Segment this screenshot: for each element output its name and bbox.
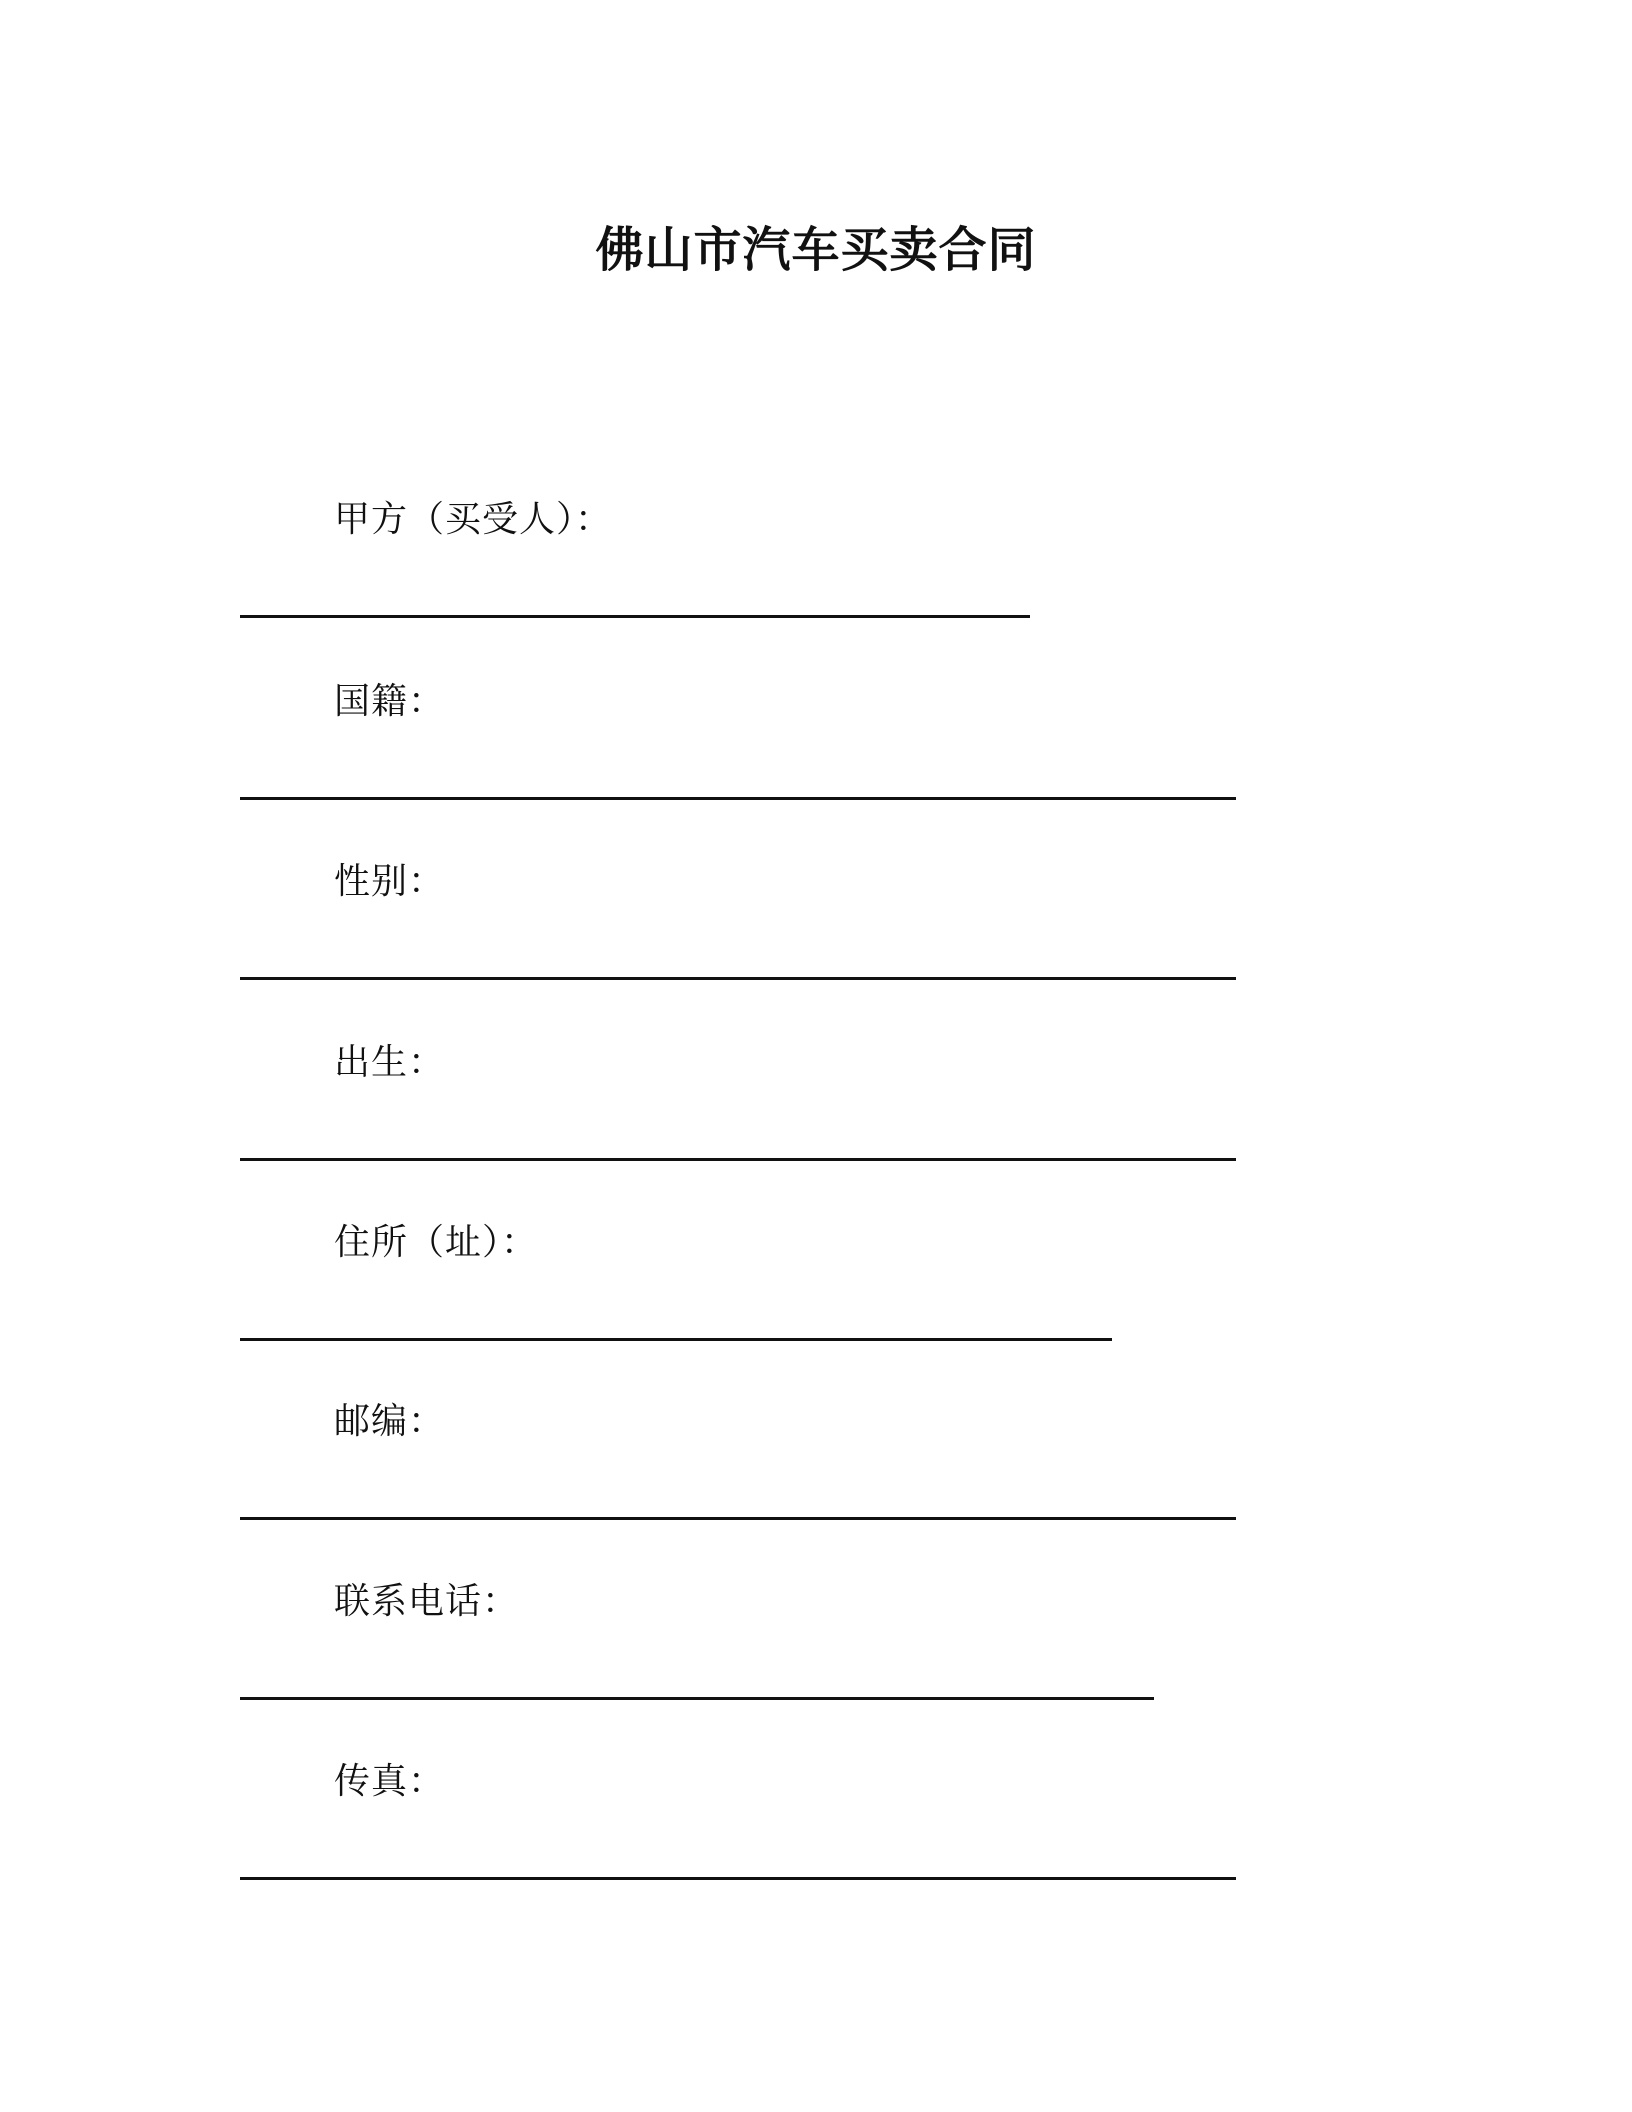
blank-line-gender (240, 977, 1236, 980)
field-label-phone: 联系电话： (334, 1581, 520, 1622)
blank-line-phone (240, 1697, 1154, 1700)
blank-line-birth (240, 1158, 1236, 1161)
blank-line-postcode (240, 1517, 1236, 1520)
field-label-birth: 出生： (334, 1042, 446, 1083)
blank-line-fax (240, 1877, 1236, 1880)
blank-line-buyer (240, 615, 1030, 618)
blank-line-address (240, 1338, 1112, 1341)
document-title: 佛山市汽车买卖合同 (595, 222, 1037, 278)
field-label-buyer: 甲方（买受人）： (334, 499, 613, 540)
field-label-nationality: 国籍： (334, 681, 446, 722)
field-label-gender: 性别： (334, 861, 446, 902)
field-label-address: 住所（址）： (334, 1222, 539, 1263)
field-label-fax: 传真： (334, 1761, 446, 1802)
field-label-postcode: 邮编： (334, 1401, 446, 1442)
blank-line-nationality (240, 797, 1236, 800)
